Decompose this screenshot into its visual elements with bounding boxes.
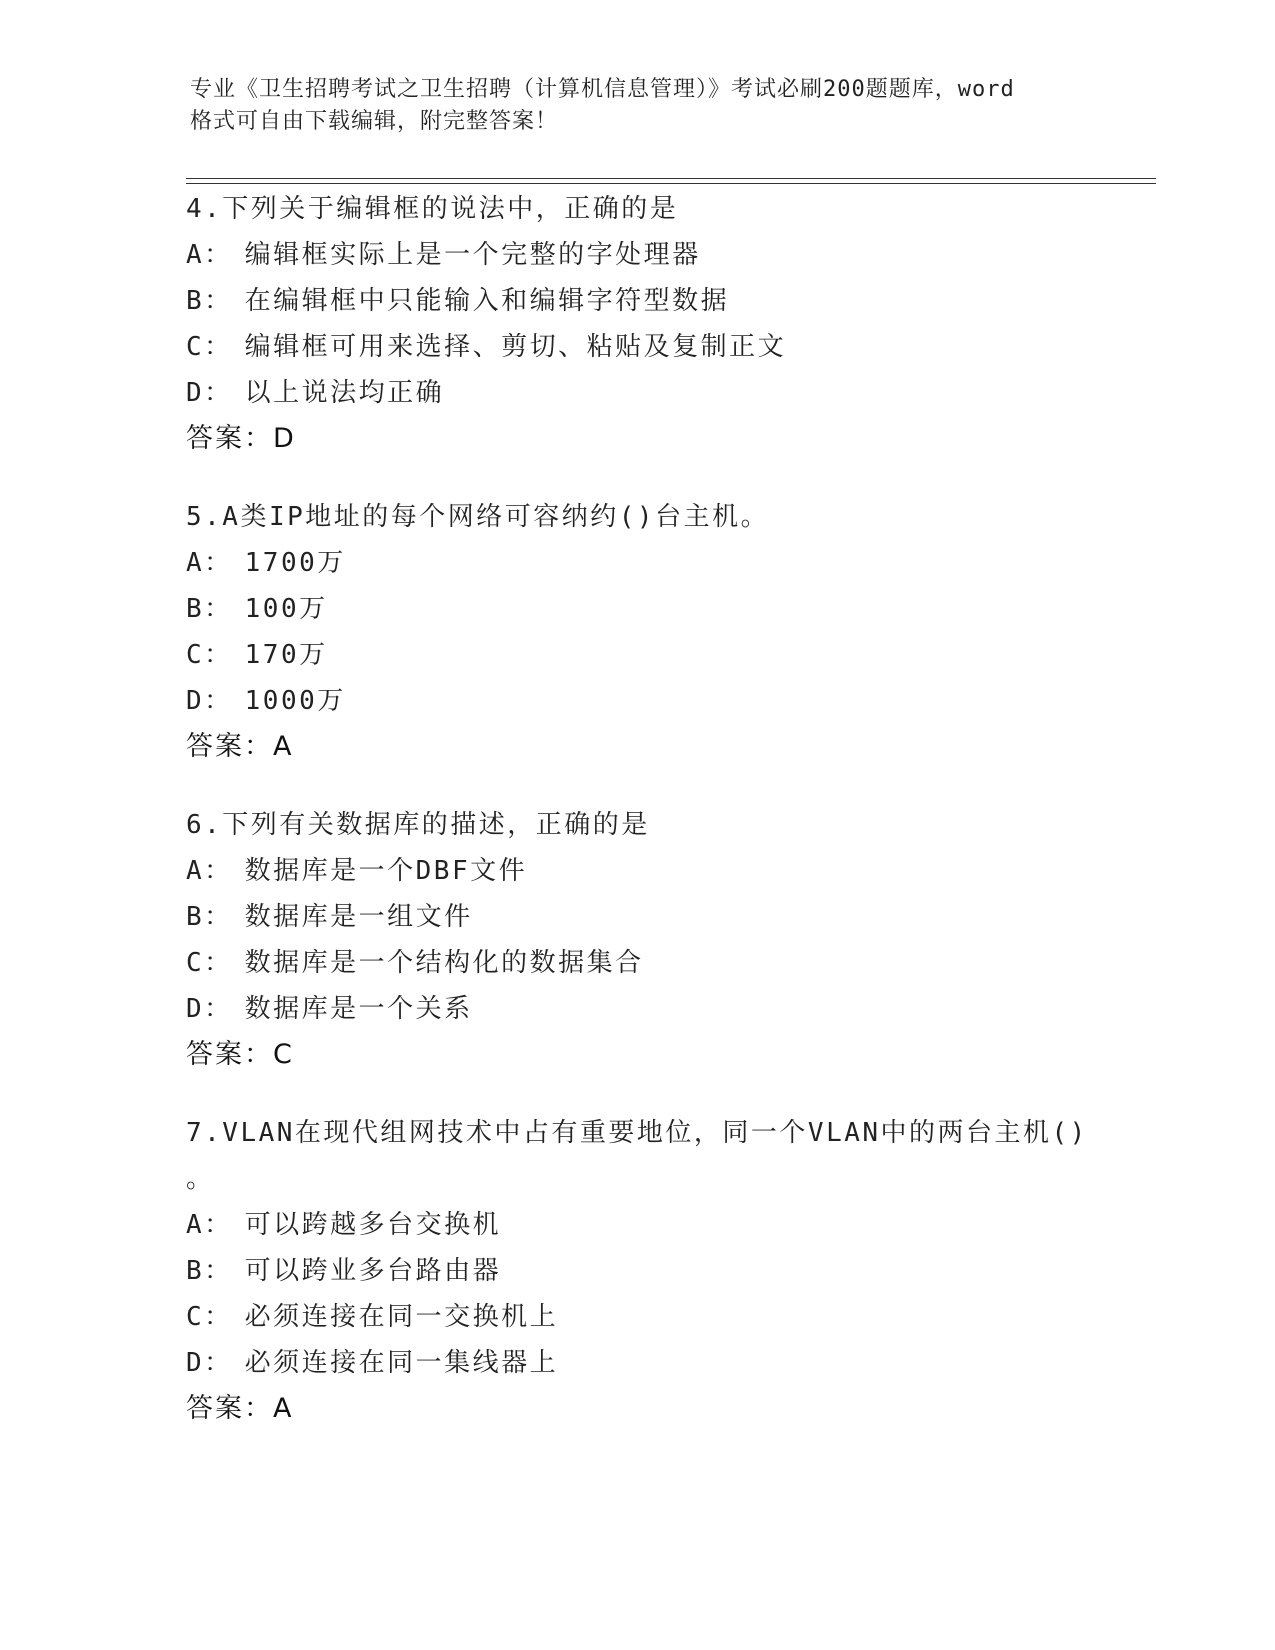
- option-d: [186, 986, 1086, 1032]
- question-stem: 6.下列有关数据库的描述，正确的是: [186, 810, 650, 840]
- question-stem: 7.VLAN在现代组网技术中占有重要地位，同一个VLAN中的两台主机(): [186, 1118, 1088, 1148]
- option-key: D：: [186, 686, 233, 716]
- option-text: 以上说法均正确: [244, 378, 445, 408]
- option-a: [186, 1202, 1086, 1248]
- option-a: [186, 232, 1086, 278]
- answer-text: 答案：C: [186, 1039, 294, 1070]
- header-line-2: 格式可自由下载编辑，附完整答案！: [190, 109, 559, 134]
- question-stem: 4.下列关于编辑框的说法中，正确的是: [186, 194, 679, 224]
- option-key: A：: [186, 1210, 233, 1240]
- option-text: 数据库是一个关系: [244, 994, 473, 1024]
- option-b: [186, 894, 1086, 940]
- option-d: [186, 370, 1086, 416]
- option-text: 数据库是一个DBF文件: [244, 856, 528, 886]
- header-line-1: 专业《卫生招聘考试之卫生招聘（计算机信息管理）》考试必刷200题题库，word: [190, 77, 1015, 102]
- option-key: D：: [186, 994, 233, 1024]
- answer-text: 答案：A: [186, 1393, 294, 1424]
- option-c: [186, 632, 1086, 678]
- option-key: A：: [186, 240, 233, 270]
- option-b: [186, 278, 1086, 324]
- answer-text: 答案：D: [186, 423, 296, 454]
- option-c: [186, 1294, 1086, 1340]
- option-key: D：: [186, 378, 233, 408]
- option-key: A：: [186, 548, 233, 578]
- question-5: [186, 494, 1086, 770]
- header-divider-bottom: [186, 183, 1156, 184]
- question-6: [186, 802, 1086, 1078]
- option-text: 在编辑框中只能输入和编辑字符型数据: [244, 286, 730, 316]
- option-key: B：: [186, 1256, 233, 1286]
- option-key: C：: [186, 948, 233, 978]
- option-text: 编辑框可用来选择、剪切、粘贴及复制正文: [244, 332, 787, 362]
- option-text: 数据库是一个结构化的数据集合: [244, 948, 644, 978]
- question-7: [186, 1110, 1086, 1432]
- option-text: 编辑框实际上是一个完整的字处理器: [244, 240, 701, 270]
- option-key: C：: [186, 1302, 233, 1332]
- option-b: [186, 586, 1086, 632]
- option-text: 可以跨业多台路由器: [244, 1256, 502, 1286]
- question-stem: 5.A类IP地址的每个网络可容纳约()台主机。: [186, 502, 770, 532]
- option-key: C：: [186, 332, 233, 362]
- option-a: [186, 848, 1086, 894]
- question-4: [186, 186, 1086, 462]
- option-key: C：: [186, 640, 233, 670]
- option-text: 1000万: [244, 686, 346, 716]
- question-stem-continuation: 。: [186, 1164, 215, 1194]
- option-text: 必须连接在同一交换机上: [244, 1302, 559, 1332]
- option-key: B：: [186, 594, 233, 624]
- option-text: 100万: [244, 594, 328, 624]
- option-key: B：: [186, 902, 233, 932]
- option-text: 170万: [244, 640, 328, 670]
- option-d: [186, 1340, 1086, 1386]
- option-c: [186, 324, 1086, 370]
- answer-text: 答案：A: [186, 731, 294, 762]
- option-key: B：: [186, 286, 233, 316]
- option-c: [186, 940, 1086, 986]
- option-a: [186, 540, 1086, 586]
- header-divider-top: [186, 178, 1156, 179]
- option-text: 可以跨越多台交换机: [244, 1210, 502, 1240]
- option-text: 数据库是一组文件: [244, 902, 473, 932]
- option-text: 1700万: [244, 548, 346, 578]
- option-b: [186, 1248, 1086, 1294]
- option-text: 必须连接在同一集线器上: [244, 1348, 559, 1378]
- document-header: [190, 74, 1090, 138]
- option-key: D：: [186, 1348, 233, 1378]
- option-d: [186, 678, 1086, 724]
- option-key: A：: [186, 856, 233, 886]
